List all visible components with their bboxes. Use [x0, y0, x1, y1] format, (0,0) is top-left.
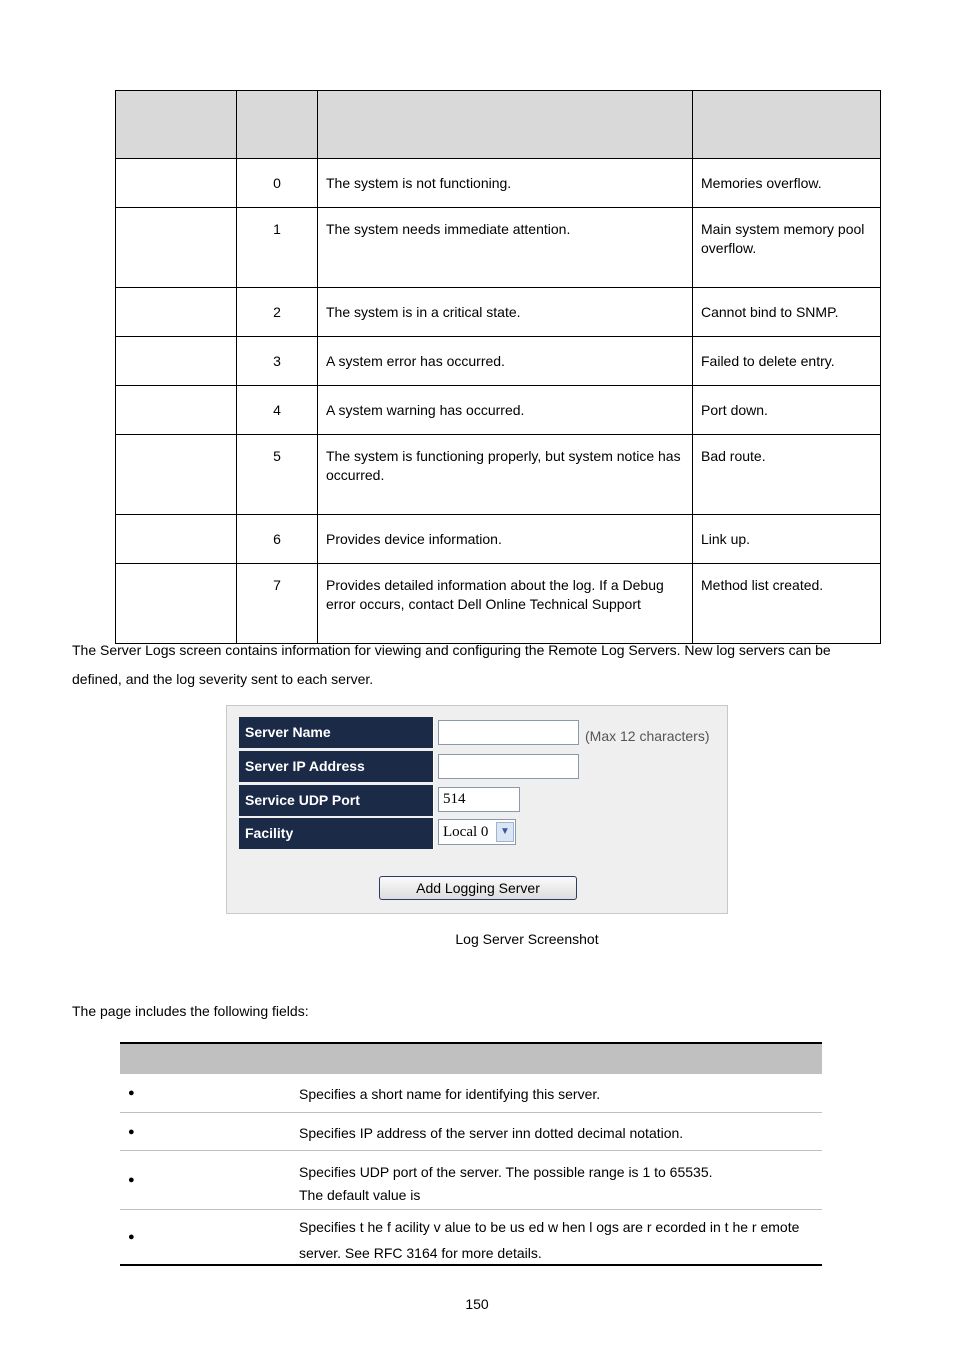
- fields-table: [120, 1040, 822, 1266]
- bullet-icon: ●: [128, 1231, 135, 1243]
- severity-example: Memories overflow.: [693, 159, 881, 208]
- server-name-input[interactable]: [438, 720, 579, 745]
- severity-example: Method list created.: [693, 564, 881, 644]
- severity-name: [116, 288, 237, 337]
- severity-name: [116, 337, 237, 386]
- field-description-line: Specifies UDP port of the server. The possible range is 1 to 65535.: [299, 1164, 713, 1180]
- bullet-icon: ●: [128, 1125, 135, 1138]
- fields-intro: The page includes the following fields:: [72, 1003, 309, 1019]
- field-description: [299, 1161, 822, 1207]
- severity-name: [116, 208, 237, 288]
- severity-level: 1: [237, 208, 318, 288]
- server-ip-label: Server IP Address: [239, 751, 434, 782]
- severity-name: [116, 564, 237, 644]
- field-description: Specifies IP address of the server inn dotted decimal notation.: [299, 1125, 684, 1141]
- severity-name: [116, 386, 237, 435]
- severity-example: Bad route.: [693, 435, 881, 515]
- severity-table: [115, 90, 881, 644]
- page-number: 150: [465, 1296, 489, 1312]
- server-name-label: Server Name: [239, 717, 434, 748]
- intro-paragraph: The Server Logs screen contains information for viewing and configuring the Remote Log Servers. New log servers can be defined, and the log severity sent to each server.: [72, 642, 831, 687]
- severity-example: Port down.: [693, 386, 881, 435]
- table-row: [116, 288, 881, 337]
- severity-name: [116, 159, 237, 208]
- bullet-icon: ●: [128, 1087, 135, 1099]
- server-name-hint: (Max 12 characters): [585, 728, 710, 744]
- field-description-line: The default value is: [299, 1187, 421, 1203]
- figure-caption: Log Server Screenshot: [455, 931, 599, 947]
- udp-port-input[interactable]: 514: [438, 787, 520, 812]
- severity-description: The system is in a critical state.: [318, 288, 693, 337]
- severity-level: 2: [237, 288, 318, 337]
- severity-name: [116, 515, 237, 564]
- severity-description: A system error has occurred.: [318, 337, 693, 386]
- table-row: [116, 515, 881, 564]
- severity-example: Cannot bind to SNMP.: [693, 288, 881, 337]
- header-cell: [318, 91, 693, 159]
- table-row: [116, 386, 881, 435]
- table-row: [120, 1074, 822, 1113]
- severity-level: 7: [237, 564, 318, 644]
- field-description: Specifies t he f acility v alue to be us ed w hen l ogs are r ecorded in t he r emote server. See RFC 3164 for more details.: [299, 1219, 800, 1261]
- severity-description: The system needs immediate attention.: [318, 208, 693, 288]
- bullet-icon: ●: [128, 1174, 135, 1186]
- severity-description: A system warning has occurred.: [318, 386, 693, 435]
- facility-select[interactable]: [438, 819, 516, 845]
- severity-level: 4: [237, 386, 318, 435]
- severity-level: 6: [237, 515, 318, 564]
- udp-port-label: Service UDP Port: [239, 785, 434, 816]
- chevron-down-icon[interactable]: ▼: [496, 822, 514, 842]
- severity-name: [116, 435, 237, 515]
- severity-example: Failed to delete entry.: [693, 337, 881, 386]
- add-logging-server-button[interactable]: Add Logging Server: [379, 876, 577, 900]
- table-row: [116, 337, 881, 386]
- severity-description: The system is not functioning.: [318, 159, 693, 208]
- severity-example: Main system memory pool overflow.: [693, 208, 881, 288]
- severity-description: Provides device information.: [318, 515, 693, 564]
- facility-selected-value: Local 0: [443, 824, 489, 840]
- field-description: Specifies a short name for identifying this server.: [299, 1086, 601, 1102]
- severity-description: Provides detailed information about the log. If a Debug error occurs, contact Dell Online Technical Support: [318, 564, 693, 644]
- table-row: [120, 1151, 822, 1210]
- facility-label: Facility: [239, 818, 434, 849]
- severity-example: Link up.: [693, 515, 881, 564]
- table-row: [120, 1113, 822, 1151]
- severity-level: 3: [237, 337, 318, 386]
- table-row: [116, 435, 881, 515]
- severity-level: 5: [237, 435, 318, 515]
- severity-description: The system is functioning properly, but system notice has occurred.: [318, 435, 693, 515]
- table-row: [116, 208, 881, 288]
- table-row: [116, 159, 881, 208]
- severity-level: 0: [237, 159, 318, 208]
- header-cell: [116, 91, 237, 159]
- header-cell: [693, 91, 881, 159]
- header-cell: [237, 91, 318, 159]
- table-row: [120, 1210, 822, 1266]
- fields-table-header: [120, 1042, 822, 1074]
- table-row: [116, 564, 881, 644]
- server-ip-input[interactable]: [438, 754, 579, 779]
- log-server-form: [226, 705, 728, 914]
- severity-table-header: [116, 91, 881, 159]
